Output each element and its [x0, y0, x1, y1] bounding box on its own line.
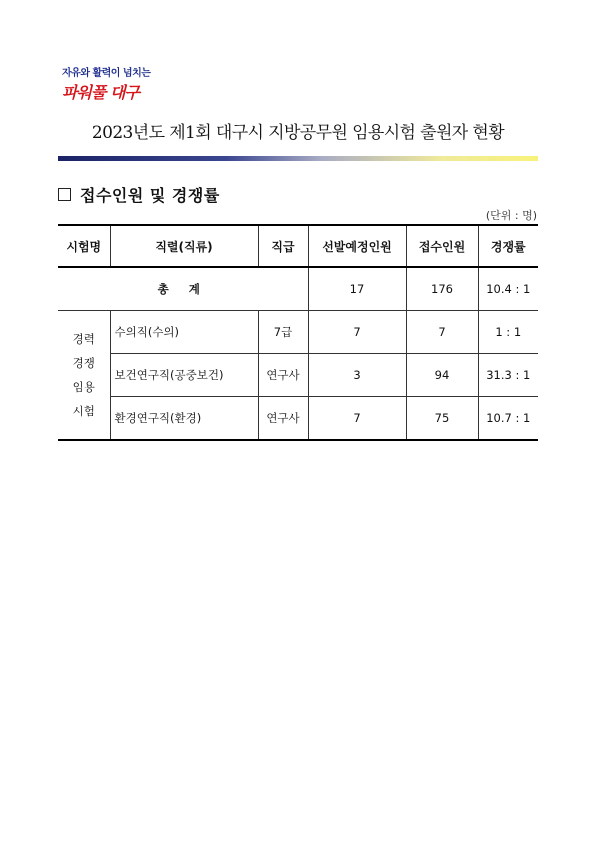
- exam-name-line: 임용: [72, 380, 95, 394]
- grade-cell: 연구사: [258, 397, 308, 441]
- planned-cell: 3: [308, 354, 406, 397]
- applicants-cell: 75: [406, 397, 478, 441]
- exam-name-line: 시험: [72, 404, 95, 418]
- logo-slogan: 자유와 활력이 넘치는: [62, 68, 151, 79]
- header-applicants: 접수인원: [406, 225, 478, 267]
- exam-name-line: 경력: [72, 332, 95, 346]
- table-row: [58, 354, 538, 397]
- exam-name-line: 경쟁: [72, 356, 95, 370]
- total-planned: 17: [308, 267, 406, 311]
- ratio-cell: 1 : 1: [478, 311, 538, 354]
- series-cell: 보건연구직(공중보건): [110, 354, 258, 397]
- planned-cell: 7: [308, 397, 406, 441]
- checkbox-icon: [58, 188, 71, 201]
- total-applicants: 176: [406, 267, 478, 311]
- header-exam-name: 시험명: [58, 225, 110, 267]
- series-cell: 환경연구직(환경): [110, 397, 258, 441]
- header-grade: 직급: [258, 225, 308, 267]
- table-row: [58, 311, 538, 354]
- section-title: 접수인원 및 경쟁률: [80, 186, 220, 205]
- ratio-cell: 10.7 : 1: [478, 397, 538, 441]
- grade-cell: 7급: [258, 311, 308, 354]
- series-cell: 수의직(수의): [110, 311, 258, 354]
- table-row: [58, 397, 538, 441]
- section-heading: [58, 183, 220, 206]
- applicants-cell: 94: [406, 354, 478, 397]
- applicant-table: [58, 224, 538, 441]
- document-title: 2023년도 제1회 대구시 지방공무원 임용시험 출원자 현황: [91, 123, 505, 143]
- logo-brand: 파워풀 대구: [62, 83, 139, 102]
- header-ratio: 경쟁률: [478, 225, 538, 267]
- table-header-row: [58, 225, 538, 267]
- total-label: 총 계: [58, 267, 308, 311]
- title-underline-bar: [58, 156, 538, 161]
- ratio-cell: 31.3 : 1: [478, 354, 538, 397]
- grade-cell: 연구사: [258, 354, 308, 397]
- logo: [62, 64, 172, 103]
- exam-name-cell: [58, 311, 110, 441]
- header-planned: 선발예정인원: [308, 225, 406, 267]
- header-series: 직렬(직류): [110, 225, 258, 267]
- total-row: [58, 267, 538, 311]
- planned-cell: 7: [308, 311, 406, 354]
- total-ratio: 10.4 : 1: [478, 267, 538, 311]
- applicants-cell: 7: [406, 311, 478, 354]
- unit-note: (단위 : 명): [485, 209, 537, 222]
